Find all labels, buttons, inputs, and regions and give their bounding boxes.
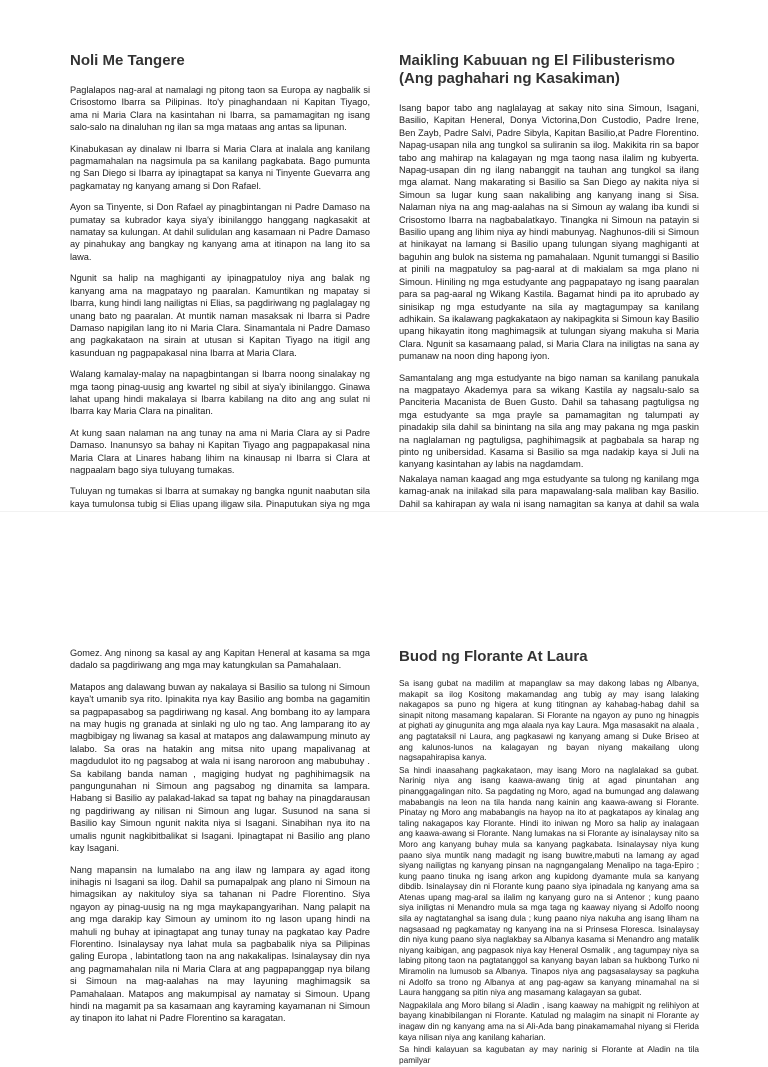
florante-paragraph: Sa hindi kalayuan sa kagubatan ay may narinig si Florante at Aladin na tila pamilyar <box>399 1044 699 1065</box>
fili-paragraph: Samantalang ang mga estudyante na bigo naman sa kanilang panukala na magpatayo Akademya para sa wikang Kastila ay nagsalu-salo sa Panciteria Macanista de Buen Gusto. Dahil sa tahasang pagtuligsa ng mga estudyante sa mga prayle sa pamamagitan ng talumpati ay pinadakip sila dahil sa binintang na sila ang may pakana ng mga paskin na naglalaman ng pagtuligsa, paghihimagsik at pagbabala sa harap ng pinto ng unibersidad. Kasama si Basilio sa mga nadakip kaya si Juli na kanyang kasintahan ay labis na nagdamdam. <box>399 372 699 470</box>
noli-section <box>70 52 370 569</box>
noli-paragraph: Tuluyan ng tumakas si Ibarra at sumakay ng bangka ngunit naabutan sila kaya tumulonsa tubig si Elias upang iligaw sila. Pinaputukan siya ng mga <box>70 486 370 509</box>
florante-title: Buod ng Florante At Laura <box>399 648 588 665</box>
florante-paragraph: Sa hindi inaasahang pagkakataon, may isang Moro na naglalakad sa gubat. Narinig niya ang isang kaawa-awang tinig at agad pinuntahan ang pinanggagalingan nito. Sa pagdating ng Moro, agad na bumungad ang dalawang mababangis na leon na tila handa nang kainin ang kaawa-awang si Florante. Pinatay ng Moro ang mababangis na hayop na ito at pagkatapos ay kinalag ang taling nakagapos kay Florante. Hindi ito iniwan ng Moro sa halip ay inalagaan ang kaawa-awang si Florante. Nang lumakas na si Florante ay isinalaysay nito sa Moro ang kanyang buhay mula sa kanyang pagkabata. Isinalaysay niya kung paano siya muntik nang madagit ng isang buwitre,mabuti na lamang ay agad siyang nailigtas ng kanyang pinsan na nagngangalang Menalipo na taga-Epiro ; kung paano tinuka ng isang arkon ang kupidong dyamante mula sa kanyang dibdib. Isinalaysay din ni Florante kung paano siya ipinadala ng kanyang ama sa Atenas upang mag-aral sa ilalim ng kanyang guro na si Antenor ; kung paano siya iniligtas ni Menandro mula sa mga taga ng kaaway niyang si Adolfo noong sila ay nagtatanghal sa isang dula ; kung paano niya nakuha ang isang liham na nagsasaad ng pagkamatay ng kanyang ina na si Prinsesa Floresca. Isinalaysay din niya kung paano siya naglakbay sa Albanya kasama si Menandro ang matalik niyang kaibigan, ang pagpasok niya kay Heneral Osmalik , ang tagumpay niya sa labing pitong taon na pagtatanggol sa kanyang bayan laban sa hukbong Turko ni Miramolin na lumusob sa Albanya. Tinapos niya ang pagsasalaysay sa pagkuha ni Adolfo sa trono ng Albanya at ang pag-agaw sa kanyang minamahal na si Laura hanggang sa pitin niya ang masamang kalagayan sa gubat. <box>399 764 699 998</box>
florante-paragraph: Nagpakilala ang Moro bilang si Aladin , isang kaaway na mahigpit ng relihiyon at bayang kinabibilangan ni Florante. Katulad ng malagim na sinapit ni Florante ay inagaw din ng kanyang ama na si Ali-Ada bang pinakamamahal niyang si Flerida kaya nilisan niya ang kanilang kaharian. <box>399 999 699 1042</box>
noli-paragraph: Paglalapos nag-aral at namalagi ng pitong taon sa Europa ay nagbalik si Crisostomo Ibarra sa Pilipinas. Ito'y pinaghandaan ni Kapitan Tiyago, ama ni Maria Clara na kasintahan ni Ibarra, sa pamamagitan ng isang salo-salo na dinaluhan ng ilan sa mga mataas ang antas sa lipunan. <box>70 85 370 133</box>
fili-cont-paragraph: Matapos ang dalawang buwan ay nakalaya si Basilio sa tulong ni Simoun kaya't umanib sya rito. Ipinakita nya kay Basilio ang bomba na gagamitin sa pagpapasabog sa pagdiriwang ng kasal. Ang bombang ito ay lampara na may hugis ng granada at sinlaki ng ulo ng tao. Ang lamparang ito ay magbibigay ng liwanag sa kasal at matapos ang dalawampung minuto ay lalabo. Sa oras na hatakin ang mitsa nito upang mapalivanag at magdudulot ito ng pagsabog at wala ni isang naroroon ang mabubuhay . Sa kabilang banda naman , magiging hudyat ng paghihimagsik na pangungunahan ni Simoun ang pagsabog ng dinamita sa lampara. Habang si Basilio ay palakad-lakad sa tapat ng bahay na pinagdarausan ng pagdiriwang ay nilisan ni Simoun ang lugar. Susunod na sana si Basilio kay Simoun ngunit nakita niya si Isagani. Sinabihan nya ito na umalis ngunit nagkibitbalikat si Isagani. Ipinagtapat ni Basilio ang plano kay Isagani. <box>70 681 370 854</box>
florante-paragraph: Sa isang gubat na madilim at mapanglaw sa may dakong labas ng Albanya, makapit sa ilog Kositong makamandag ang tubig ay may isang lalaking nakagapos sa puno ng higera at kung titingnan ay kahabag-habag dahil sa sinapit nitong masamang kapalaran. Si Florante na ngayon ay puno ng hinagpis at pighati ay ginugunita ang mga alaala nya kay Laura. Mga masasakit na alaala , ang pagtataksil ni Laura, ang pagkasawi ng kanyang amang si Duke Briseo at ang kalunos-lunos na kalagayan ng bayan niyang makailang ulong nagsapahirapisa kanya. <box>399 678 699 763</box>
fili-cont-paragraph: Gomez. Ang ninong sa kasal ay ang Kapitan Heneral at kasama sa mga dadalo sa pagdiriwang ang mga may katungkulan sa Pamahalaan. <box>70 648 370 671</box>
noli-paragraph: At kung saan nalaman na ang tunay na ama ni Maria Clara ay si Padre Damaso. Inanunsyo sa bahay ni Kapitan Tiyago ang pagpapakasal nina Maria Clara at Linares habang lihim na kinausap ni Ibarra si Clara at nagpaalam bago siya tuluyang tumakas. <box>70 427 370 475</box>
fili-paragraph: Isang bapor tabo ang naglalayag at sakay nito sina Simoun, Isagani, Basilio, Kapitan Heneral, Donya Victorina,Don Custodio, Padre Irene, Ben Zayb, Padre Salvi, Padre Sibyla, Kapitan Basilio,at Padre Florentino. Napag-usapan nila ang tungkol sa suliranin sa ilog. Makikita rin sa bapor tabo ang mahirap na kalagayan ng mga taong nasa ilalim ng kubyerta. Napag-usapan din ng ilang nabanggit na tauhan ang tungkol sa ilang mga alamat. Nang makarating si Basilio sa San Diego ay nakita niya si Simoun sa lugar kung saan nakalibing ang kanyang inang si Sisa. Nalaman niya na ang mag-aalahas na si Simoun ay walang iba kundi si Crisostomo Ibarra na nagbabalatkayo. Tinangka ni Simoun na patayin si Basilio upang ang lihim niya ay hindi mabunyag. Naghunos-dili si Simoun at hinikayat na lamang si Basilio upang tulungan siyang maghiganti at baguhin ang bulok na sistema ng pamahalaan. Ngunit tumanggi si Basilio at pinili na magpatuloy sa pag-aaral at di makialam sa mga plano ni Simoun. Hiniling ng mga estudyante ang pagpapatayo ng isang paaralan para sa pag-aaral ng Wikang Kastila. Bagamat hindi pa ito aprubado ay sinisikap ng mga estudyante na sila ay magtagumpay sa kanilang adhikain. Sa ikalawang pagkakataon ay nakipagkita si Simoun kay Basilio upang hikayatin itong maghimagsik at tulungan siyang makuha si Maria Clara. Ngunit sa kasamaang palad, si Maria Clara na iniligtas na sana ay pumanaw na noon ding hapong iyon. <box>399 103 699 362</box>
fili-paragraph: Nakalaya naman kaagad ang mga estudyante sa tulong ng kanilang mga kamag-anak na inilakad sila para mapawalang-sala maliban kay Basilio. Dahil sa kahirapan ay wala ni isang namagitan sa kanya at dahil sa wala <box>399 473 699 509</box>
fili-title-line2: (Ang paghahari ng Kasakiman) <box>399 70 620 87</box>
page-top <box>0 0 768 512</box>
florante-section <box>399 648 699 1067</box>
noli-paragraph: Ngunit sa halip na maghiganti ay ipinagpatuloy niya ang balak ng kanyang ama na magpatayo ng paaralan. Kamuntikan ng mapatay si Ibarra, kung hindi lang nailigtas ni Elias, sa pagdiriwang ng paglalagay ng unang bato ng paaralan. At muntik naman masaksak ni Ibarra si Padre Damaso napigilan lang ito ni Maria Clara. Sinamantala ni Padre Damaso ang pagkakataon na sirain at utusan si Kapitan Tiyago na itigil ang kasunduan ng pagpapakasal nina Ibarra at Maria Clara. <box>70 273 370 358</box>
noli-paragraph: Walang kamalay-malay na napagbintangan si Ibarra noong sinalakay ng mga taong pinag-uusig ang kwartel ng sibil at siya'y ibinilanggo. Ginawa lahat upang hindi makalaya si Ibarra kabilang na dito ang ang sulat ni Ibarra kay Maria Clara na pinalitan. <box>70 369 370 417</box>
noli-title: Noli Me Tangere <box>70 52 185 69</box>
fili-continued-section <box>70 647 370 1034</box>
fili-title-line1: Maikling Kabuuan ng El Filibusterismo <box>399 52 675 69</box>
noli-paragraph: Ayon sa Tinyente, si Don Rafael ay pinagbintangan ni Padre Damaso na pumatay sa kubrador kaya siya'y ibinilanggo hanggang nagkasakit at namatay sa kulungan. At dahil sulidulan ang kasamaan ni Padre Damaso ay pinahukay ang bangkay ng kanyang ama at itinapon na lang ito sa lawa. <box>70 202 370 262</box>
page-bottom <box>0 512 768 1065</box>
fili-cont-paragraph: Nang mapansin na lumalabo na ang ilaw ng lampara ay agad itong inihagis ni Isagani sa ilog. Dahil sa pumapalpak ang plano ni Simoun na himagsikan ay nakituloy siya sa tahanan ni Padre Florentino. Siya ngayon ay pinag-uusig na ng mga maykapangyarihan. Nang palapit na ang mga darakip kay Simoun ay uminom ito ng lason upang hindi na mahuli ng buhay at ipinagtapat ang tunay tunay na pagkatao kay Padre Florentino. Isinalaysay nya lahat mula sa pagbabalik niya sa Pilipinas galing Europa , labintatlong taon na ang nakakalipas. Isinalaysay din nya ang pagmamahalan nila ni Maria Clara at ang pagpapanggap nya bilang si Simoun na mag-aalahas na may layuning maghimagsik sa Pamahalaan. Matapos ang makumpisal ay namatay si Simoun. Upang hindi na magamit pa sa kasamaan ang kayraming kayamanan ni Simoun ay tinapon ito lahat ni Padre Florentino sa karagatan. <box>70 864 370 1024</box>
noli-paragraph: Kinabukasan ay dinalaw ni Ibarra si Maria Clara at inalala ang kanilang pagmamahalan na nagsimula pa sa kanilang pagkabata. Bago pumunta ng San Diego si Ibarra ay ipinagtapat sa kanya ni Tinyente Guevarra ang pagkamatay ng kanyang amang si Don Rafael. <box>70 143 370 191</box>
